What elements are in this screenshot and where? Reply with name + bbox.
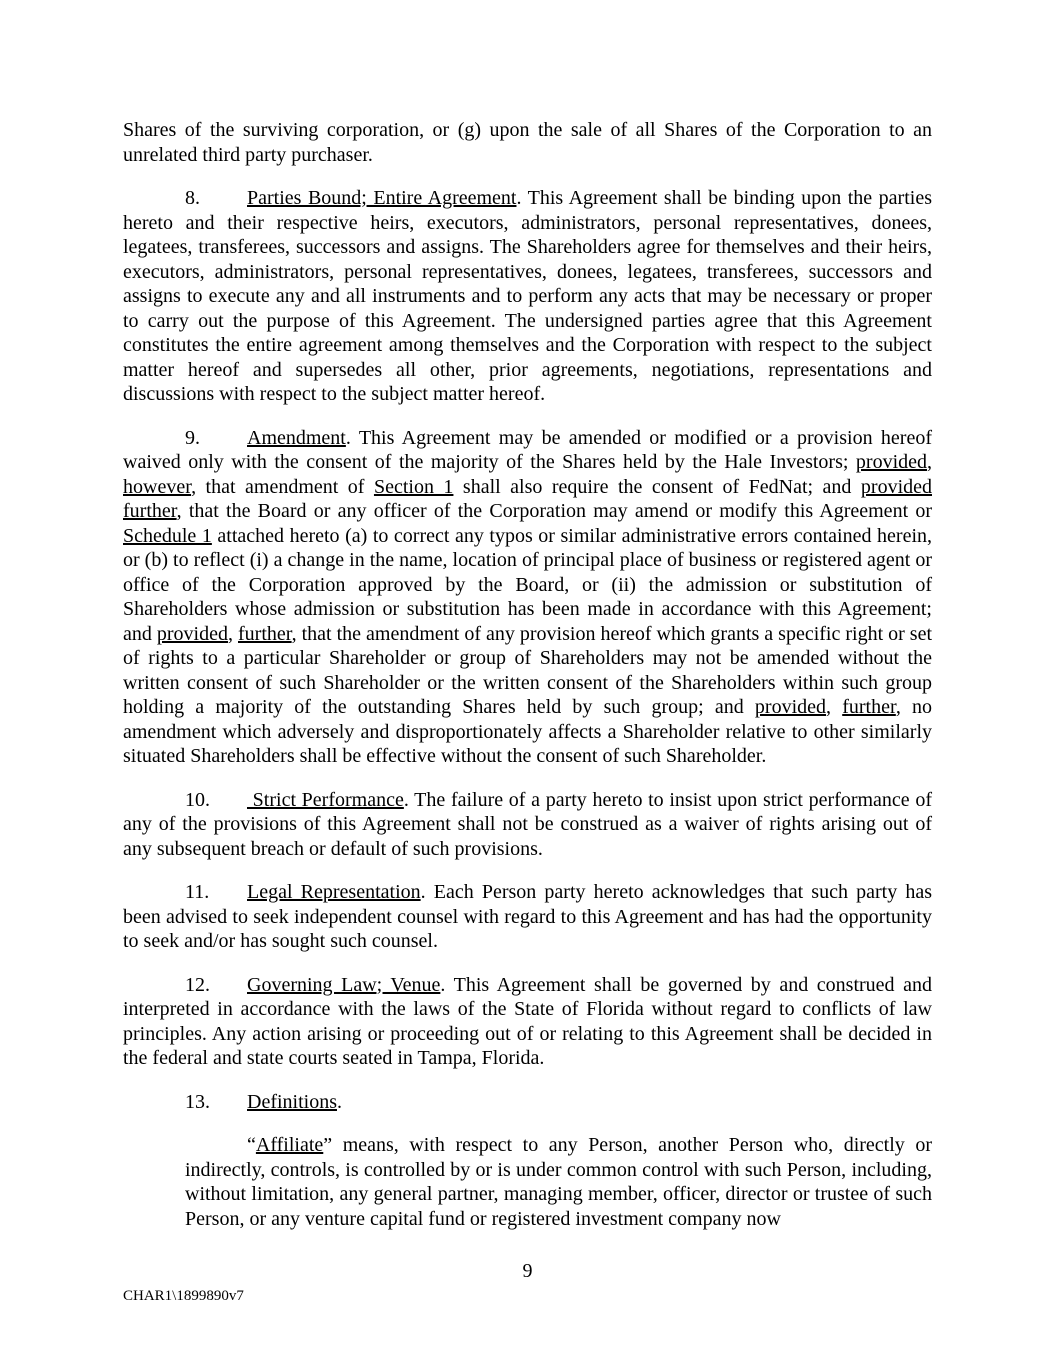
paragraph-13-number: 13. [185,1090,210,1113]
text-run: Amendment [247,426,346,449]
paragraph-10-number: 10. [185,788,210,811]
paragraph-9 [123,426,932,769]
text-run: , that amendment of [191,475,374,498]
paragraph-8-text [123,187,932,405]
text-run: Governing Law; Venue [247,973,441,996]
text-run: ” means, with respect to any Person, another Person who, directly or indirectly, controls, is controlled by or is under common control with such Person, including, without limitation, any general partner, managing member, officer, director or trustee of such Person, or any venture capital fund or registered investment company now [185,1134,932,1230]
text-run: , that the amendment of any provision hereof which grants a specific right or set of rights to a particular Shareholder or group of Shareholders may not be amended without the written consent of such Shareholder or the written consent of the Shareholders within such group holding a majority of the outstanding Shares held by such group; and [123,622,932,718]
paragraph-9-number: 9. [185,426,200,449]
text-run: , no amendment which adversely and disproportionately affects a Shareholder relative to other similarly situated Shareholders shall be effective without the consent of such Shareholder. [123,696,933,767]
paragraph-12-number: 12. [185,973,210,996]
text-run: , that the Board or any officer of the Corporation may amend or modify this Agreement or [176,500,932,522]
text-run: . Each Person party hereto acknowledges that such party has been advised to seek independent counsel with regard to this Agreement and has had the opportunity to seek and/or has sought such counsel. [123,881,932,952]
text-run: Definitions [247,1090,337,1113]
text-run: Shares of the surviving corporation, or (g) upon the sale of all Shares of the Corporation to an unrelated third party purchaser. [123,119,932,166]
text-run: . [337,1090,342,1113]
paragraph-11-number: 11. [185,881,210,903]
text-run: , [826,696,843,718]
paragraph-12 [123,973,932,1071]
text-run: Section 1 [373,475,454,498]
paragraph-8 [123,186,932,407]
paragraph-10 [123,788,932,862]
text-run: Legal Representation [247,881,421,903]
text-run: shall also require the consent of FedNat; and [453,475,861,498]
paragraph-8-number: 8. [185,187,200,209]
text-run: Schedule 1 [123,524,212,547]
document-id-footer: CHAR1\1899890v7 [123,1288,244,1304]
paragraph-13 [123,1090,932,1115]
text-run: attached hereto (a) to correct any typos or similar administrative errors contained herein, or (b) to reflect (i) a change in the name, location of principal place of business or registered agent or office of the Corporation approved by the Board, or (ii) the admission or substitution of Shareholders whose admission or substitution has been made in accordance with this Agreement; and [123,524,933,645]
text-run: , [227,622,238,645]
paragraph-affiliate-definition [185,1133,932,1231]
paragraph-11 [123,880,932,954]
text-run: . This Agreement shall be binding upon the parties hereto and their respective heirs, executors, administrators, personal representatives, donees, legatees, transferees, successors and assigns. The Shareholders agree for themselves and their heirs, executors, administrators, personal representatives, donees, legatees, transferees, successors and assigns to execute any and all instruments and to perform any acts that may be necessary or proper to carry out the purpose of this Agreement. The undersigned parties agree that this Agreement constitutes the entire agreement among themselves and the Corporation with respect to the subject matter hereof and supersedes all other, prior agreements, negotiations, representations and discussions with respect to the subject matter hereof. [123,187,932,405]
text-run: Parties Bound; Entire Agreement [247,187,517,209]
text-run: . This Agreement may be amended or modified or a provision hereof waived only with the consent of the majority of the Shares held by the Hale Investors; [123,426,932,473]
text-run: “ [247,1134,256,1156]
text-run: provided further [123,475,932,522]
paragraph-13-text [247,1091,342,1113]
text-run: , [927,451,932,473]
text-run: provided [754,696,827,718]
text-run: Affiliate [255,1134,324,1156]
paragraph-9-text [123,427,932,768]
paragraph-continuation [123,118,932,167]
page-number: 9 [522,1260,533,1282]
document-body [123,118,932,1231]
text-run: Strict Performance [247,788,404,811]
text-run: . The failure of a party hereto to insist upon strict performance of any of the provisions of this Agreement shall not be construed as a waiver of rights arising out of any subsequent breach or default of such provisions. [123,788,932,860]
text-run: provided [156,622,228,645]
text-run: further [842,696,896,718]
text-run: further [238,622,292,645]
text-run: however [123,475,192,498]
text-run: . This Agreement shall be governed by and construed and interpreted in accordance with the laws of the State of Florida without regard to conflicts of law principles. Any action arising or proceeding out of or relating to this Agreement shall be decided in the federal and state courts seated in Tampa, Florida. [123,973,933,1069]
text-run: provided [855,451,927,473]
